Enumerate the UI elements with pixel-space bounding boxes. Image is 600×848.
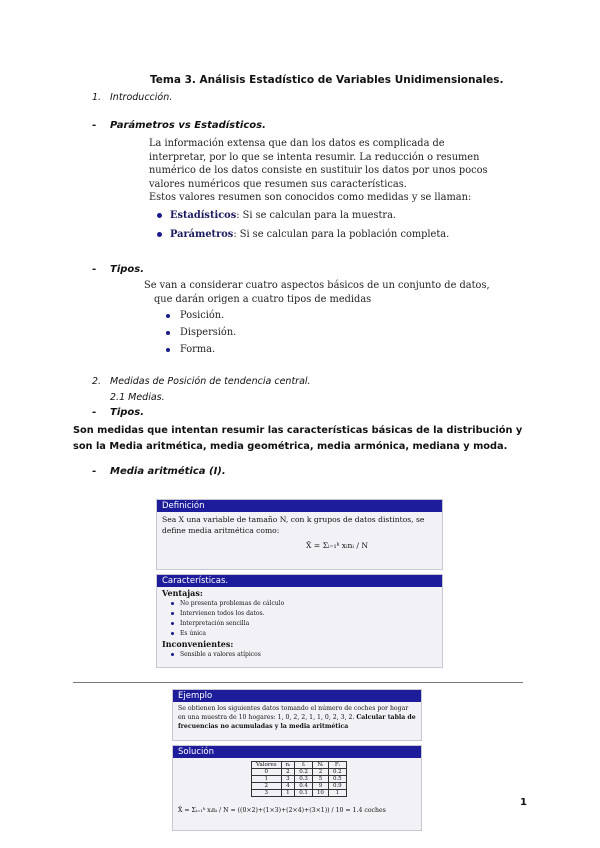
bullet-estadisticos	[157, 210, 396, 221]
params-line: numérico de los datos consiste en sustituir los datos por unos pocos	[149, 165, 488, 176]
table-cell: 5	[312, 776, 328, 783]
definition-text: Sea X una variable de tamaño N, con k grupos de datos distintos, se define media aritmética como:	[162, 515, 425, 535]
table-cell: 0.3	[295, 776, 313, 783]
inconvenientes-label: Inconvenientes:	[162, 639, 234, 649]
list-item-text: Posición.	[180, 310, 225, 321]
dash-marker: -	[92, 407, 97, 418]
page-number: 1	[520, 797, 527, 808]
column-header: fᵢ	[295, 762, 313, 769]
tipos2-text: Son medidas que intentan resumir las características básicas de la distribución y son la Media aritmética, media geométrica, media armónica, mediana y moda.	[73, 425, 523, 452]
column-header: Valores	[252, 762, 282, 769]
table-row	[252, 776, 347, 783]
params-heading: Parámetros vs Estadísticos.	[110, 120, 266, 131]
column-header: Fᵢ	[328, 762, 346, 769]
list-item	[171, 629, 437, 639]
table-cell: 1	[252, 776, 282, 783]
table-cell: 10	[312, 790, 328, 797]
bullet-icon	[157, 232, 162, 237]
table-cell: 2	[312, 769, 328, 776]
list-item-text: No presenta problemas de cálculo	[180, 600, 285, 607]
bullet-icon	[171, 622, 174, 625]
table-cell: 0.2	[295, 769, 313, 776]
frequency-table	[251, 761, 347, 797]
solution-block	[172, 745, 422, 831]
example-statement: Se obtienen los siguientes datos tomando el número de coches por hogar en una muestra de 10 hogares: 1, 0, 2, 2, 1, 1, 0, 2, 3, 2.	[178, 705, 409, 721]
table-cell: 2	[281, 769, 295, 776]
example-task: Calcular tabla de frecuencias no acumuladas y la media aritmética	[178, 714, 416, 730]
example-header: Ejemplo	[173, 690, 421, 702]
table-cell: 9	[312, 783, 328, 790]
params-line: La información extensa que dan los datos es complicada de	[149, 138, 445, 149]
characteristics-header: Características.	[157, 575, 442, 587]
document-title: Tema 3. Análisis Estadístico de Variables Unidimensionales.	[150, 74, 504, 86]
bullet-text: : Si se calculan para la muestra.	[236, 210, 397, 221]
table-cell: 1	[281, 790, 295, 797]
bullet-icon	[171, 632, 174, 635]
bullet-icon	[171, 602, 174, 605]
solution-header: Solución	[173, 746, 421, 758]
list-item-text: Interpretación sencilla	[180, 620, 250, 627]
bullet-term: Parámetros	[170, 229, 234, 240]
list-item	[166, 344, 215, 355]
bullet-text: : Si se calculan para la población completa.	[233, 229, 450, 240]
list-item-text: Es única	[180, 630, 206, 637]
characteristics-block	[156, 574, 443, 668]
dash-marker: -	[92, 120, 97, 131]
list-item	[171, 599, 437, 609]
list-item	[171, 619, 437, 629]
tipos-line: Se van a considerar cuatro aspectos básicos de un conjunto de datos,	[144, 280, 490, 291]
table-cell: 3	[281, 776, 295, 783]
dash-marker: -	[92, 264, 97, 275]
table-cell: 0.5	[328, 776, 346, 783]
definition-formula: X̄ = Σᵢ₌₁ᵏ xᵢnᵢ / N	[306, 541, 368, 550]
tipos-heading: Tipos.	[110, 264, 145, 275]
bullet-icon	[171, 612, 174, 615]
bullet-icon	[166, 348, 170, 352]
ventajas-label: Ventajas:	[162, 588, 203, 598]
section-1-title: Introducción.	[110, 92, 173, 103]
params-line: Estos valores resumen son conocidos como medidas y se llaman:	[149, 192, 472, 203]
list-item	[171, 609, 437, 619]
list-item-text: Dispersión.	[180, 327, 237, 338]
section-1-number: 1.	[92, 92, 102, 103]
list-item-text: Sensible a valores atípicos	[180, 651, 261, 658]
table-cell: 1	[328, 790, 346, 797]
list-item-text: Intervienen todos los datos.	[180, 610, 265, 617]
tipos-paragraph	[144, 279, 490, 306]
bullet-parametros	[157, 229, 449, 240]
table-cell: 0.4	[295, 783, 313, 790]
list-item	[166, 327, 236, 338]
tipos-line: que darán origen a cuatro tipos de medidas	[154, 293, 372, 305]
table-row	[252, 783, 347, 790]
params-line: interpretar, por lo que se intenta resumir. La reducción o resumen	[149, 151, 480, 163]
bullet-icon	[166, 314, 170, 318]
bullet-icon	[166, 331, 170, 335]
table-cell: 3	[252, 790, 282, 797]
bullet-icon	[171, 653, 174, 656]
subsection-title: 2.1 Medias.	[110, 392, 165, 403]
page-divider	[73, 682, 523, 683]
solution-formula: X̄ = Σᵢ₌₁ᵏ xᵢnᵢ / N = ((0×2)+(1×3)+(2×4)+(3×1)) / 10 = 1.4 coches	[178, 807, 386, 814]
definition-header: Definición	[157, 500, 442, 512]
definition-block	[156, 499, 443, 570]
table-cell: 0.1	[295, 790, 313, 797]
column-header: nᵢ	[281, 762, 295, 769]
example-text	[173, 702, 421, 733]
table-cell: 0.9	[328, 783, 346, 790]
params-line: valores numéricos que resumen sus características.	[149, 178, 407, 190]
ventajas-list	[157, 599, 442, 639]
bullet-term: Estadísticos	[170, 210, 237, 221]
dash-marker: -	[92, 466, 97, 477]
table-cell: 0	[252, 769, 282, 776]
table-cell: 4	[281, 783, 295, 790]
tipos2-heading: Tipos.	[110, 407, 145, 418]
table-cell: 2	[252, 783, 282, 790]
example-block	[172, 689, 422, 741]
params-paragraph	[149, 137, 488, 205]
section-2-number: 2.	[92, 376, 102, 387]
section-2-title: Medidas de Posición de tendencia central.	[110, 376, 311, 387]
table-header-row	[252, 762, 347, 769]
column-header: Nᵢ	[312, 762, 328, 769]
list-item-text: Forma.	[180, 344, 216, 355]
media-heading: Media aritmética (I).	[110, 466, 226, 477]
frequency-table-wrap	[173, 758, 421, 797]
table-row	[252, 769, 347, 776]
list-item	[171, 650, 437, 660]
bullet-icon	[157, 213, 162, 218]
table-cell: 0.2	[328, 769, 346, 776]
table-row	[252, 790, 347, 797]
inconvenientes-list	[157, 650, 442, 662]
list-item	[166, 310, 224, 321]
